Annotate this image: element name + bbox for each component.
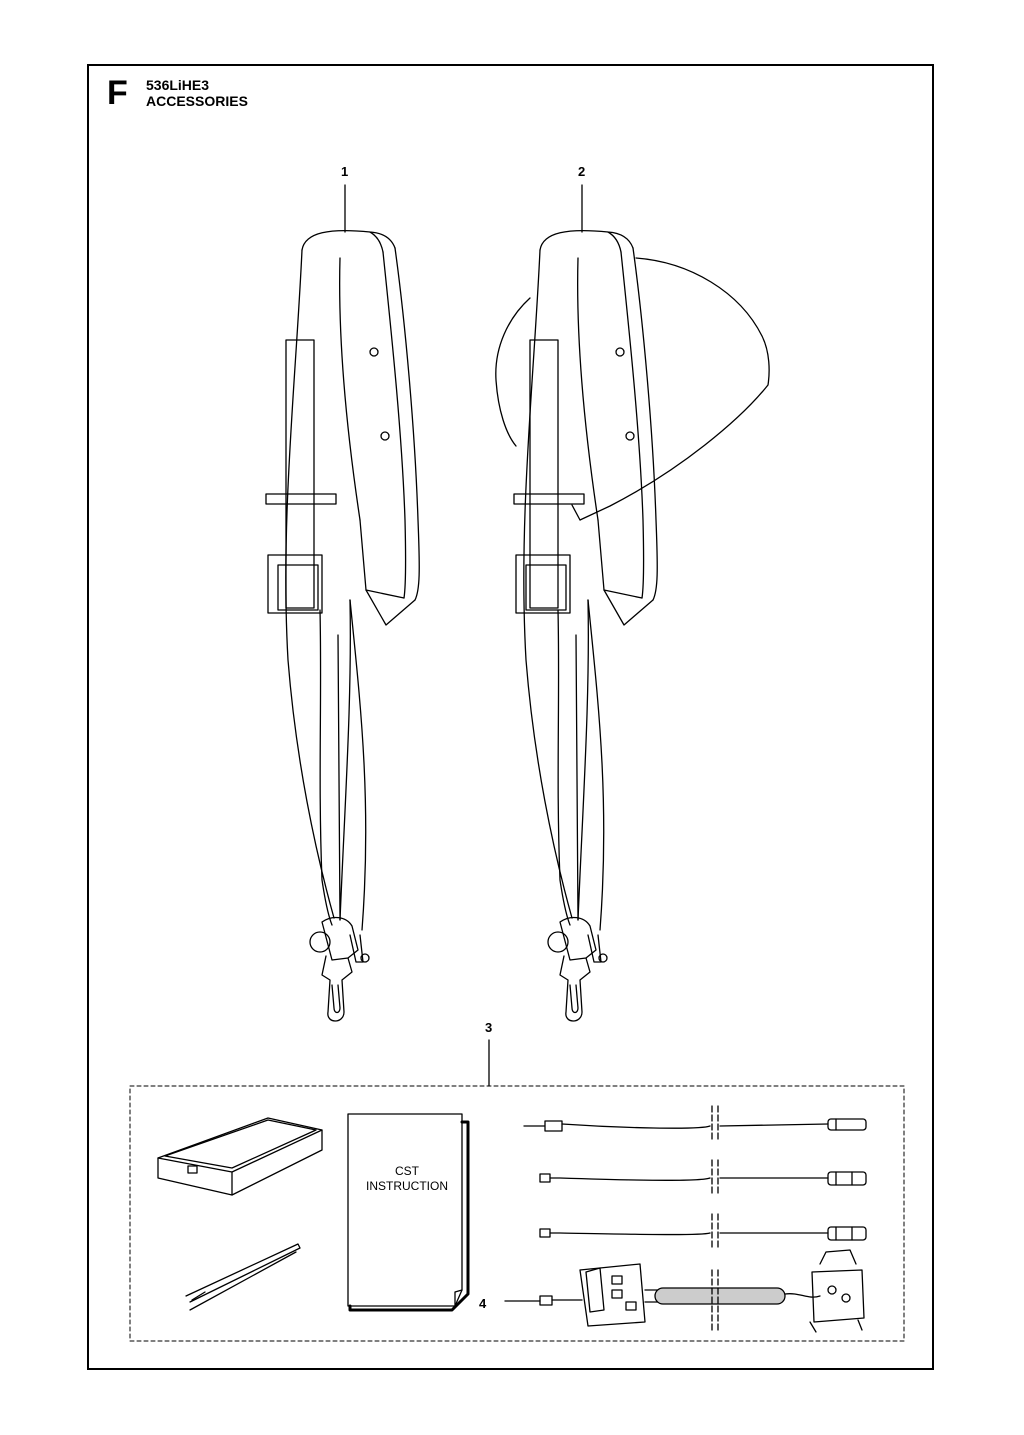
- manual-text-line2: INSTRUCTION: [366, 1179, 448, 1193]
- instruction-manual: [348, 1114, 468, 1310]
- page-title: ACCESSORIES: [146, 93, 248, 109]
- cable-2: [540, 1160, 866, 1194]
- tool-case: [158, 1118, 322, 1195]
- model-number: 536LiHE3: [146, 77, 210, 93]
- callout-2: 2: [578, 164, 586, 179]
- manual-text-line1: CST: [395, 1164, 419, 1178]
- cable-3: [540, 1214, 866, 1250]
- callout-1: 1: [341, 164, 349, 179]
- wiring-harness: [505, 1250, 864, 1332]
- tweezers: [186, 1244, 300, 1310]
- shoulder-strap-2: [496, 185, 769, 1021]
- service-kit-group: [130, 1040, 904, 1341]
- section-letter: F: [107, 74, 128, 112]
- shoulder-strap-1: [266, 185, 419, 1021]
- callout-4: 4: [479, 1296, 487, 1311]
- callout-3: 3: [485, 1020, 493, 1035]
- cable-1: [524, 1106, 866, 1140]
